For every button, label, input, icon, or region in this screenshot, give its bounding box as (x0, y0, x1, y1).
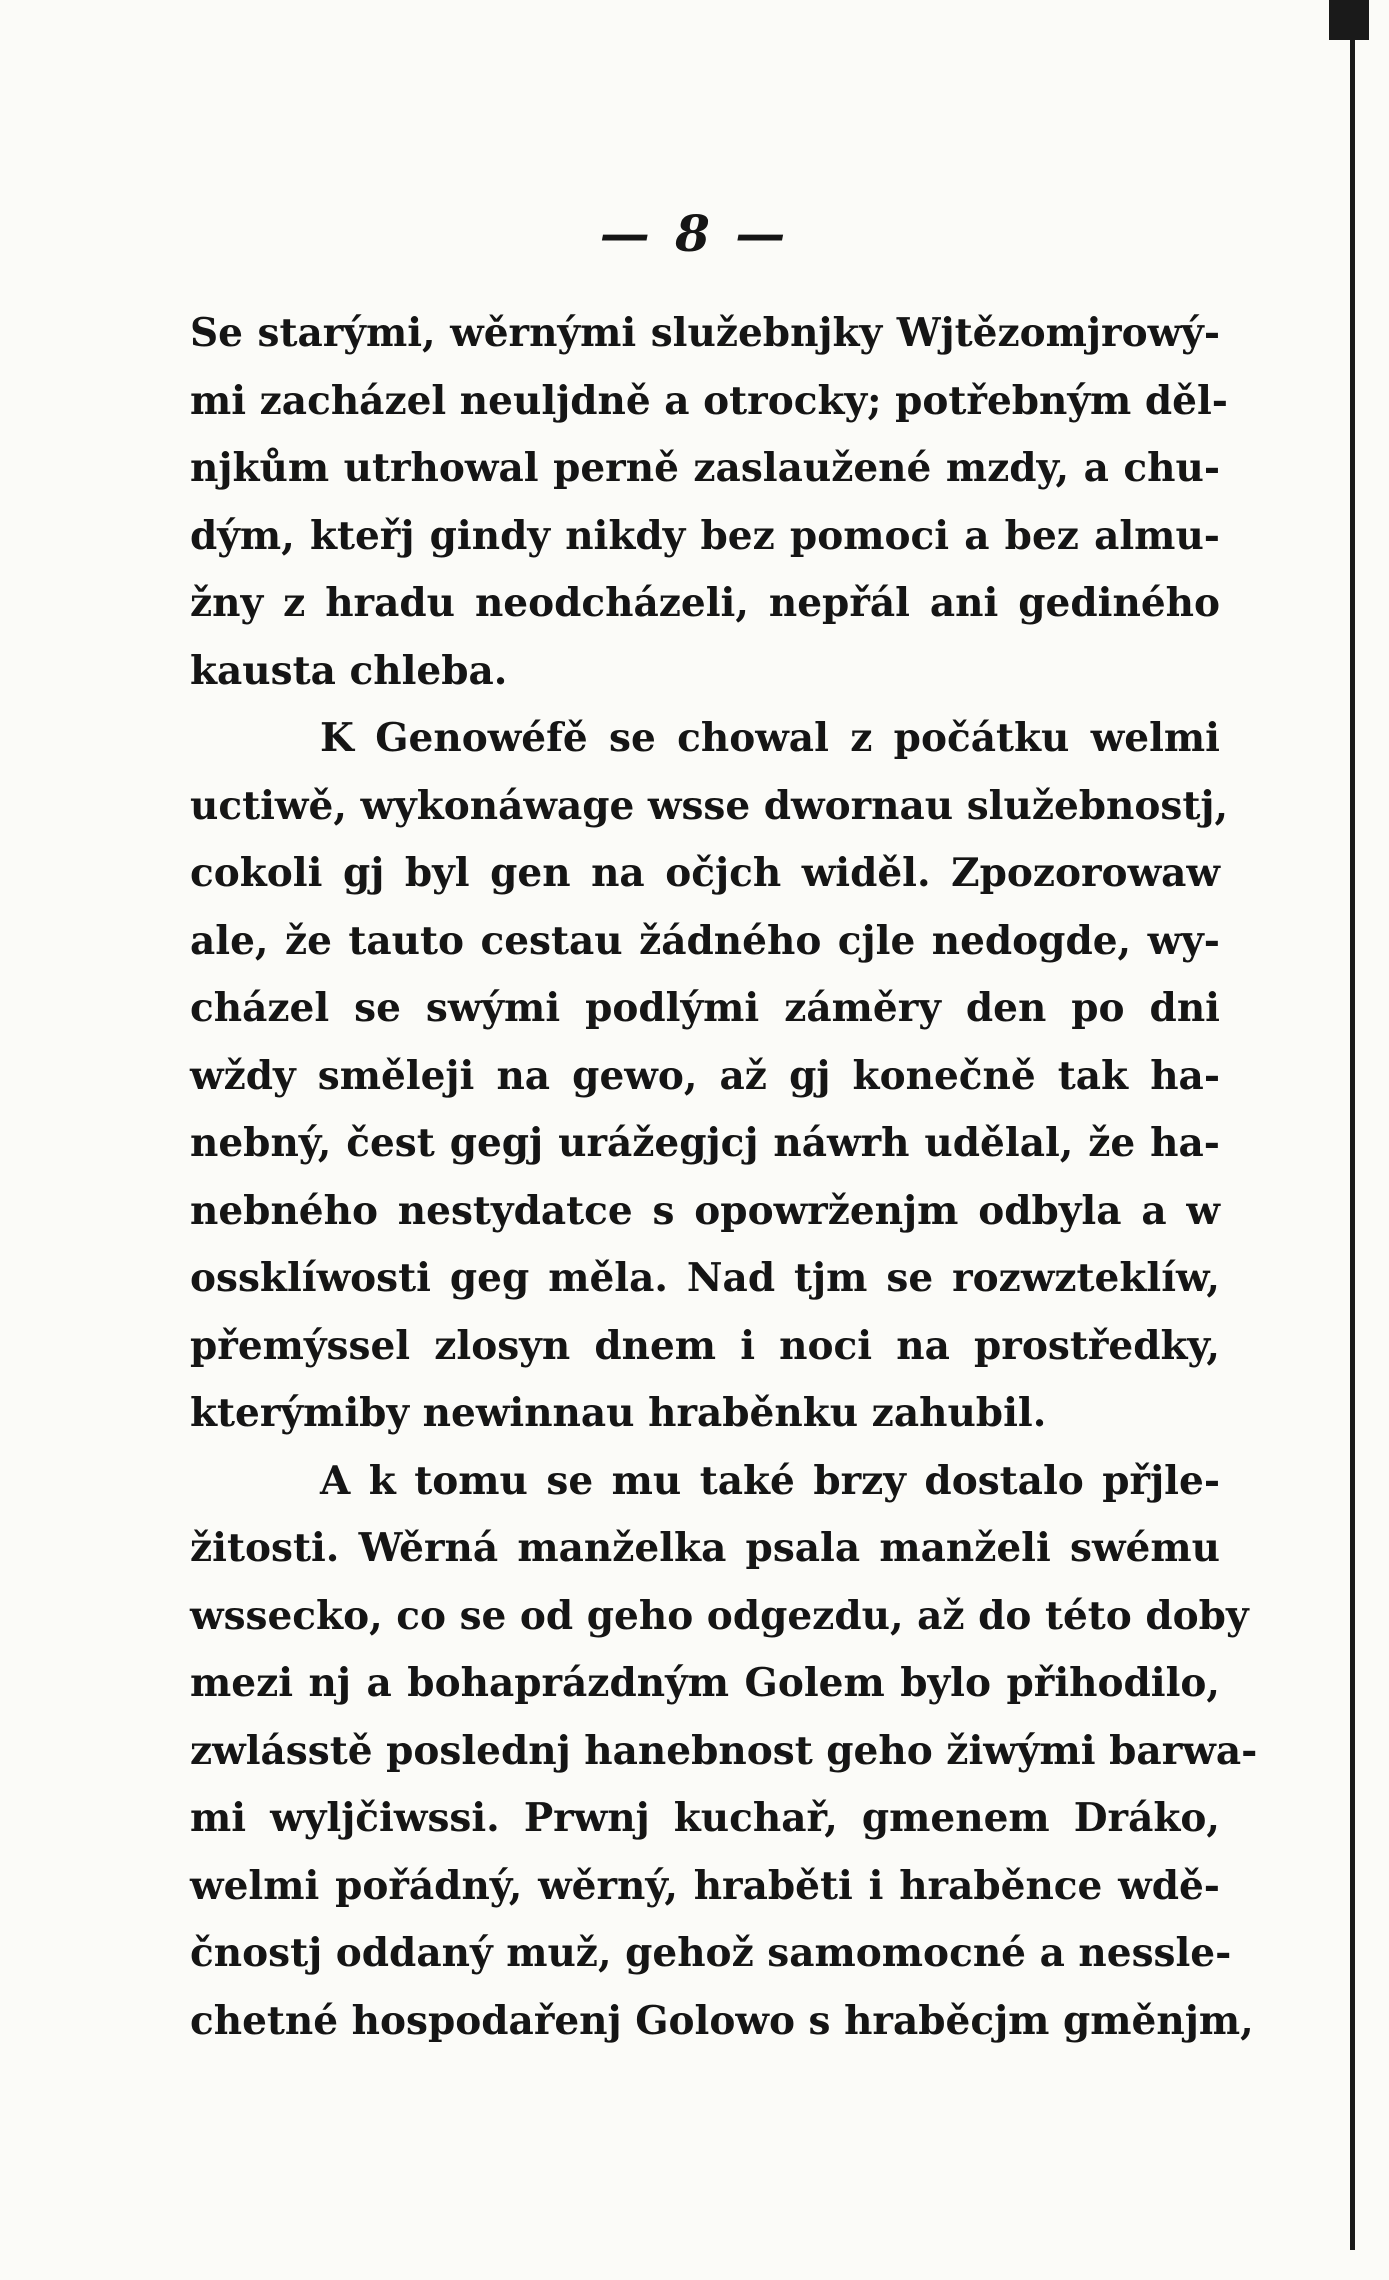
text-line: welmi pořádný, wěrný, hraběti i hraběnce wdě- (190, 1862, 1220, 1909)
text-line: mezi nj a bohaprázdným Golem bylo přihodilo, (190, 1660, 1220, 1706)
text-line: uctiwě, wykonáwage wsse dwornau služebnostj, (190, 782, 1229, 829)
page-edge-shadow-top (1329, 0, 1369, 40)
text-line: nebného nestydatce s opowrženjm odbyla a w (190, 1187, 1220, 1234)
page-edge-shadow (1350, 40, 1355, 2250)
text-line: njkům utrhowal perně zaslaužené mzdy, a chu- (190, 445, 1220, 491)
text-line: mi wyljčiwssi. Prwnj kuchař, gmenem Dráko, (190, 1795, 1220, 1841)
text-line: kterýmiby newinnau hraběnku zahubil. (190, 1390, 1047, 1436)
text-line: wssecko, co se od geho odgezdu, až do této doby (190, 1592, 1249, 1639)
text-line: cházel se swými podlými záměry den po dni (190, 985, 1220, 1031)
text-line: čnostj oddaný muž, gehož samomocné a nessle- (190, 1930, 1232, 1976)
text-line: žny z hradu neodcházeli, nepřál ani gediného (190, 580, 1220, 626)
text-line: cokoli gj byl gen na očjch widěl. Zpozorowaw (190, 850, 1220, 896)
text-line: ossklíwosti geg měla. Nad tjm se rozwzteklíw, (190, 1255, 1220, 1301)
text-line: Se starými, wěrnými služebnjky Wjtězomjrowý- (190, 310, 1220, 356)
text-line: chetné hospodařenj Golowo s hraběcjm gměnjm, (190, 1997, 1254, 2044)
body-text (190, 300, 1258, 2055)
text-line: nebný, čest gegj urážegjcj náwrh udělal, že ha- (190, 1120, 1220, 1166)
text-line: zwlásstě poslednj hanebnost geho žiwými barwa- (190, 1727, 1258, 1774)
text-line: ale, že tauto cestau žádného cjle nedogde, wy- (190, 917, 1220, 964)
text-line: žitosti. Wěrná manželka psala manželi swému (190, 1525, 1220, 1571)
text-line: dým, kteřj gindy nikdy bez pomoci a bez almu- (190, 512, 1220, 559)
text-line: kausta chleba. (190, 647, 508, 694)
text-line: mi zacházel neuljdně a otrocky; potřebným děl- (190, 377, 1228, 424)
text-line: K Genowéfě se chowal z počátku welmi (320, 715, 1220, 761)
page-number: — 8 — (599, 204, 790, 263)
text-line: přemýssel zlosyn dnem i noci na prostředky, (190, 1322, 1220, 1369)
text-line: wždy směleji na gewo, až gj konečně tak ha- (190, 1052, 1220, 1099)
text-line: A k tomu se mu také brzy dostalo přjle- (320, 1457, 1220, 1504)
